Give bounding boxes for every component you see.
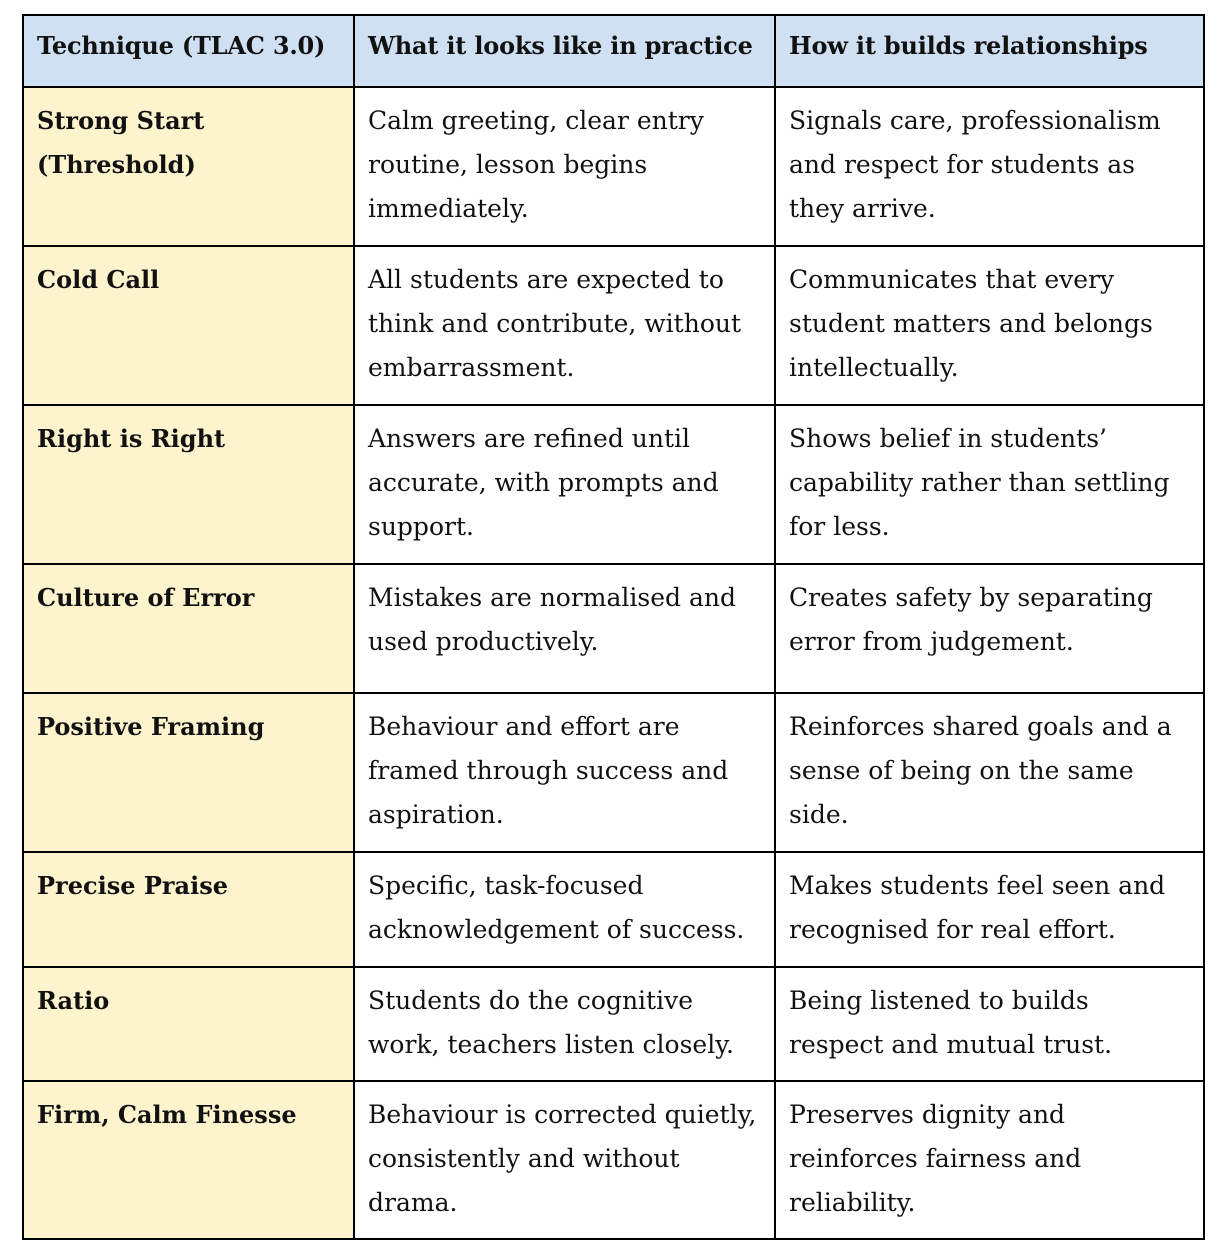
relationships-cell: Makes students feel seen and recognised for real effort. — [775, 852, 1204, 967]
tlac-relationships-table — [22, 14, 1205, 1240]
technique-cell: Positive Framing — [23, 693, 354, 852]
technique-cell: Precise Praise — [23, 852, 354, 967]
technique-cell: Right is Right — [23, 405, 354, 564]
relationships-cell: Reinforces shared goals and a sense of being on the same side. — [775, 693, 1204, 852]
practice-cell: Behaviour and effort are framed through success and aspiration. — [354, 693, 775, 852]
technique-cell: Strong Start (Threshold) — [23, 87, 354, 246]
practice-cell: Calm greeting, clear entry routine, lesson begins immediately. — [354, 87, 775, 246]
header-practice: What it looks like in practice — [354, 15, 775, 87]
relationships-cell: Shows belief in students’ capability rather than settling for less. — [775, 405, 1204, 564]
table-row — [23, 967, 1204, 1081]
table-row — [23, 246, 1204, 405]
practice-cell: Answers are refined until accurate, with prompts and support. — [354, 405, 775, 564]
technique-cell: Ratio — [23, 967, 354, 1081]
technique-cell: Firm, Calm Finesse — [23, 1081, 354, 1239]
header-relationships: How it builds relationships — [775, 15, 1204, 87]
technique-cell: Cold Call — [23, 246, 354, 405]
table-row — [23, 87, 1204, 246]
relationships-cell: Creates safety by separating error from judgement. — [775, 564, 1204, 693]
technique-cell: Culture of Error — [23, 564, 354, 693]
practice-cell: Mistakes are normalised and used productively. — [354, 564, 775, 693]
practice-cell: Students do the cognitive work, teachers listen closely. — [354, 967, 775, 1081]
relationships-cell: Communicates that every student matters and belongs intellectually. — [775, 246, 1204, 405]
header-technique: Technique (TLAC 3.0) — [23, 15, 354, 87]
table-row — [23, 852, 1204, 967]
relationships-cell: Signals care, professionalism and respect for students as they arrive. — [775, 87, 1204, 246]
practice-cell: Specific, task-focused acknowledgement of success. — [354, 852, 775, 967]
table-row — [23, 405, 1204, 564]
relationships-cell: Being listened to builds respect and mutual trust. — [775, 967, 1204, 1081]
practice-cell: All students are expected to think and contribute, without embarrassment. — [354, 246, 775, 405]
header-row — [23, 15, 1204, 87]
table-row — [23, 693, 1204, 852]
table-row — [23, 564, 1204, 693]
table-row — [23, 1081, 1204, 1239]
practice-cell: Behaviour is corrected quietly, consistently and without drama. — [354, 1081, 775, 1239]
relationships-cell: Preserves dignity and reinforces fairness and reliability. — [775, 1081, 1204, 1239]
